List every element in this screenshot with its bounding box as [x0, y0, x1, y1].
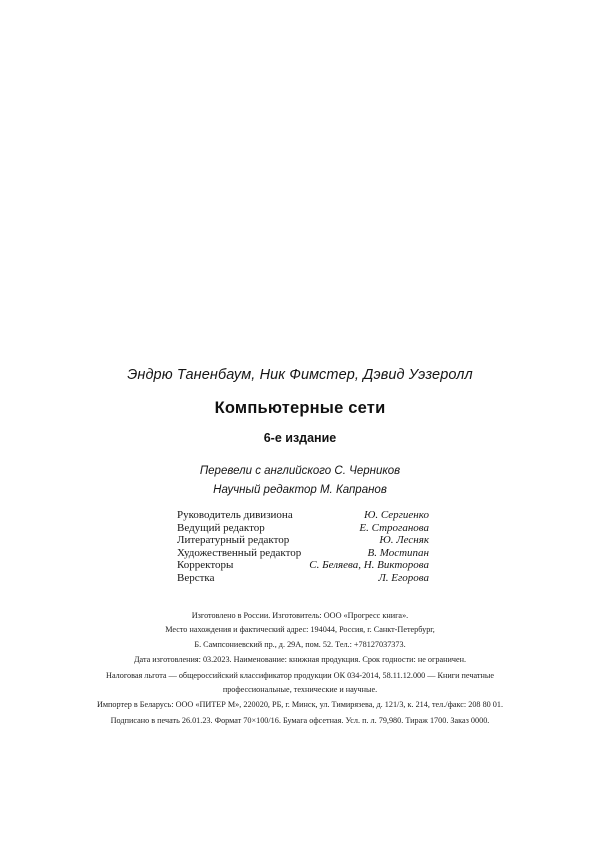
title-block [0, 366, 600, 499]
credit-role: Корректоры [177, 559, 234, 572]
credit-role: Ведущий редактор [177, 521, 265, 534]
credit-name: С. Беляева, Н. Викторова [309, 559, 429, 572]
credit-row [177, 522, 429, 535]
manufacturer-info [0, 609, 600, 652]
credit-row [177, 559, 429, 572]
edition-label: 6-е издание [263, 431, 337, 445]
print-run-info [0, 714, 600, 728]
imprint-line-production-date: Дата изготовления: 03.2023. Наименование: книжная продукция. Срок годности: не ограничен. [133, 655, 467, 665]
credit-role: Руководитель дивизиона [177, 509, 293, 521]
imprint-line-tax-benefit-cont: профессиональные, технические и научные. [222, 685, 378, 695]
imprint-line-address-street: Б. Сампсониевский пр., д. 29А, пом. 52. Тел.: +78127037373. [194, 639, 406, 649]
credit-row [177, 547, 429, 560]
scientific-editor-line: Научный редактор М. Капранов [213, 484, 387, 496]
credit-role: Художественный редактор [177, 546, 302, 559]
importer-info [0, 698, 600, 712]
credit-name: Е. Строганова [359, 521, 429, 534]
imprint-line-print-run: Подписано в печать 26.01.23. Формат 70×100/16. Бумага офсетная. Усл. п. л. 79,980. Тираж 1700. Заказ 0000. [110, 715, 490, 725]
credit-role: Литературный редактор [177, 534, 290, 547]
credit-row [177, 509, 429, 522]
credit-name: Ю. Сергиенко [363, 509, 429, 521]
credit-name: Ю. Лесняк [379, 534, 429, 547]
imprint-line-importer: Импортер в Беларусь: ООО «ПИТЕР М», 220020, РБ, г. Минск, ул. Тимирязева, д. 121/3, к. 214, тел./факс: 208 80 01. [96, 700, 504, 710]
translator-line: Перевели с английского С. Черников [199, 465, 401, 477]
credit-name: В. Мостипан [367, 546, 429, 559]
tax-classification-info [0, 669, 600, 698]
book-title: Компьютерные сети [214, 399, 386, 417]
imprint-line-manufacturer: Изготовлено в России. Изготовитель: ООО «Прогресс книга». [191, 611, 409, 620]
credit-role: Верстка [177, 571, 215, 584]
credit-name: Л. Егорова [378, 571, 429, 584]
credits-table [177, 509, 429, 585]
authors-line: Эндрю Таненбаум, Ник Фимстер, Дэвид Уэзеролл [127, 367, 473, 383]
imprint-line-address: Место нахождения и фактический адрес: 194044, Россия, г. Санкт-Петербург, [165, 625, 435, 635]
credit-row [177, 534, 429, 547]
imprint-line-tax-benefit: Налоговая льгота — общероссийский классификатор продукции ОК 034-2014, 58.11.12.000 — Книги печатные [106, 670, 494, 680]
production-date-info [0, 653, 600, 667]
imprint-block [0, 609, 600, 728]
credit-row [177, 572, 429, 585]
